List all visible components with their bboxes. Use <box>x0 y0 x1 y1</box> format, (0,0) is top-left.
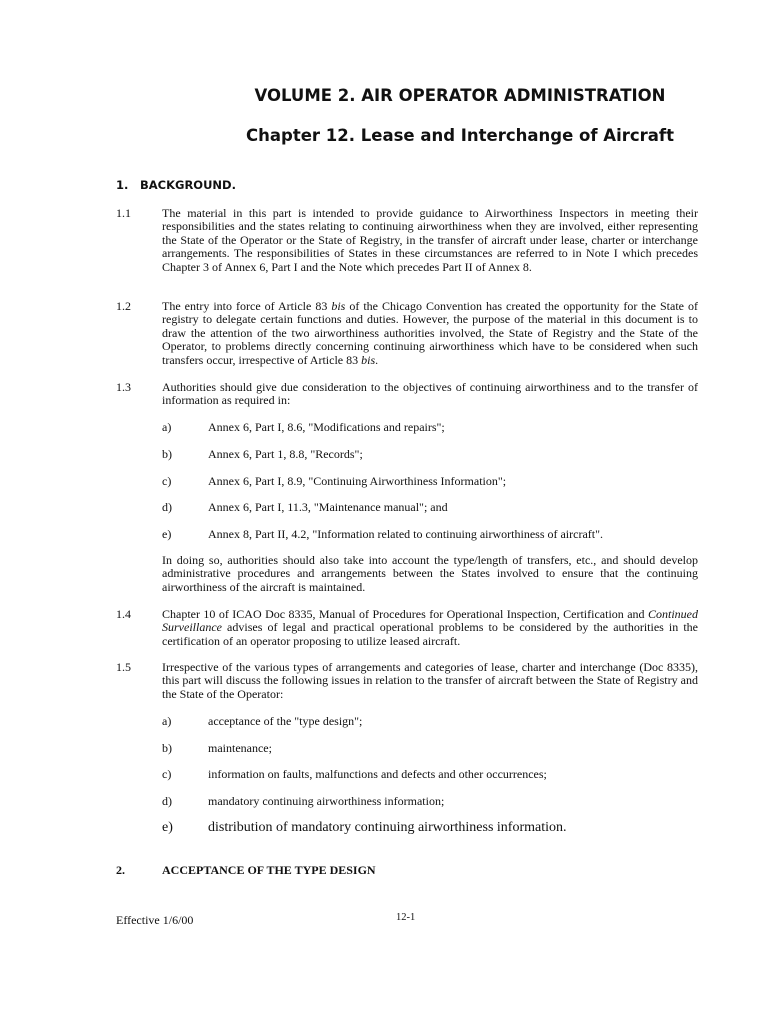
item-text: Annex 6, Part 1, 8.8, "Records"; <box>208 447 363 461</box>
item-text: Annex 6, Part I, 8.6, "Modifications and repairs"; <box>208 420 445 434</box>
paragraph-number: 1.2 <box>116 299 131 313</box>
section-1-heading <box>116 178 236 192</box>
item-label: e) <box>162 820 173 835</box>
list-item <box>162 528 698 541</box>
paragraph-1-1 <box>116 207 698 274</box>
volume-title: VOLUME 2. AIR OPERATOR ADMINISTRATION <box>254 86 666 105</box>
text-segment: Chapter 10 of ICAO Doc 8335, Manual of Procedures for Operational Inspection, Certification and <box>162 607 648 621</box>
paragraph-number: 1.4 <box>116 607 131 621</box>
item-label: a) <box>162 420 172 434</box>
paragraph-1-4 <box>116 608 698 648</box>
chapter-title: Chapter 12. Lease and Interchange of Aircraft <box>246 126 674 145</box>
item-label: c) <box>162 767 172 781</box>
list-item <box>162 475 698 488</box>
paragraph-number: 1.3 <box>116 380 131 394</box>
paragraph-text: Irrespective of the various types of arrangements and categories of lease, charter and interchange (Doc 8335), this part will discuss the following issues in relation to the transfer of aircraft between the State of Registry and the State of the Operator: <box>162 660 698 701</box>
list-item <box>162 448 698 461</box>
section-1-number: 1. <box>116 178 129 192</box>
list-item <box>162 421 698 434</box>
section-1-title: BACKGROUND. <box>140 178 236 192</box>
item-label: a) <box>162 714 172 728</box>
section-2-number: 2. <box>116 863 125 877</box>
item-text: Annex 8, Part II, 4.2, "Information related to continuing airworthiness of aircraft". <box>208 527 604 541</box>
item-label: b) <box>162 447 172 461</box>
item-text: Annex 6, Part I, 11.3, "Maintenance manual"; and <box>208 500 448 514</box>
text-segment: . <box>375 352 379 367</box>
list-item <box>162 715 698 728</box>
footer-page-number: 12-1 <box>396 912 416 923</box>
paragraph-1-2 <box>116 300 698 367</box>
item-label: d) <box>162 500 172 514</box>
item-text: maintenance; <box>208 741 272 755</box>
item-text: acceptance of the "type design"; <box>208 714 363 728</box>
paragraph-1-3-note: In doing so, authorities should also take into account the type/length of transfers, etc., and should develop administrative procedures and arrangements between the States involved to ensure that the continuing airworthiness of the aircraft is maintained. <box>162 553 698 594</box>
text-segment: of the Chicago Convention has created the opportunity for the State of registry to delegate certain functions and duties. However, the purpose of the material in this document is to draw the attention of the two airworthiness authorities involved, the State of Registry and the State of the Operator, to problems directly concerning continuing airworthiness which have to be considered when such transfers occur, irrespective of Article 83 <box>162 299 698 367</box>
list-item <box>162 820 698 836</box>
item-text: mandatory continuing airworthiness information; <box>208 794 445 808</box>
paragraph-text <box>162 608 698 648</box>
list-item <box>162 768 698 781</box>
section-2-heading <box>116 863 376 878</box>
item-label: e) <box>162 527 172 541</box>
item-label: d) <box>162 794 172 808</box>
item-label: c) <box>162 474 172 488</box>
paragraph-number: 1.1 <box>116 206 131 220</box>
italic-bis: bis <box>331 299 346 313</box>
item-text: Annex 6, Part I, 8.9, "Continuing Airworthiness Information"; <box>208 474 507 488</box>
italic-bis: bis <box>361 352 376 367</box>
list-item <box>162 795 698 808</box>
italic-title: Continued Surveillance <box>162 607 698 635</box>
footer-effective-date: Effective 1/6/00 <box>116 913 194 927</box>
section-2-title: ACCEPTANCE OF THE TYPE DESIGN <box>162 863 376 877</box>
item-text: information on faults, malfunctions and defects and other occurrences; <box>208 767 547 781</box>
text-segment: advises of legal and practical operational problems to be considered by the authorities in the certification of an operator proposing to utilize leased aircraft. <box>162 620 698 648</box>
item-text: distribution of mandatory continuing airworthiness information. <box>208 820 567 835</box>
list-item <box>162 742 698 755</box>
paragraph-number: 1.5 <box>116 660 131 674</box>
paragraph-text: The material in this part is intended to provide guidance to Airworthiness Inspectors in meeting their responsibilities and the states relating to continuing airworthiness when they are involved, either representing the State of the Operator or the State of Registry, in the transfer of aircraft under lease, charter or interchange arrangements. The responsibilities of States in these circumstances are referred to in Note I which precedes Chapter 3 of Annex 6, Part I and the Note which precedes Part II of Annex 8. <box>162 206 698 274</box>
paragraph-text <box>162 300 698 367</box>
text-segment: The entry into force of Article 83 <box>162 299 332 313</box>
list-item <box>162 501 698 514</box>
paragraph-text: Authorities should give due consideration to the objectives of continuing airworthiness and to the transfer of information as required in: <box>162 380 698 408</box>
item-label: b) <box>162 741 172 755</box>
paragraph-1-5 <box>116 661 698 701</box>
paragraph-1-3 <box>116 381 698 408</box>
